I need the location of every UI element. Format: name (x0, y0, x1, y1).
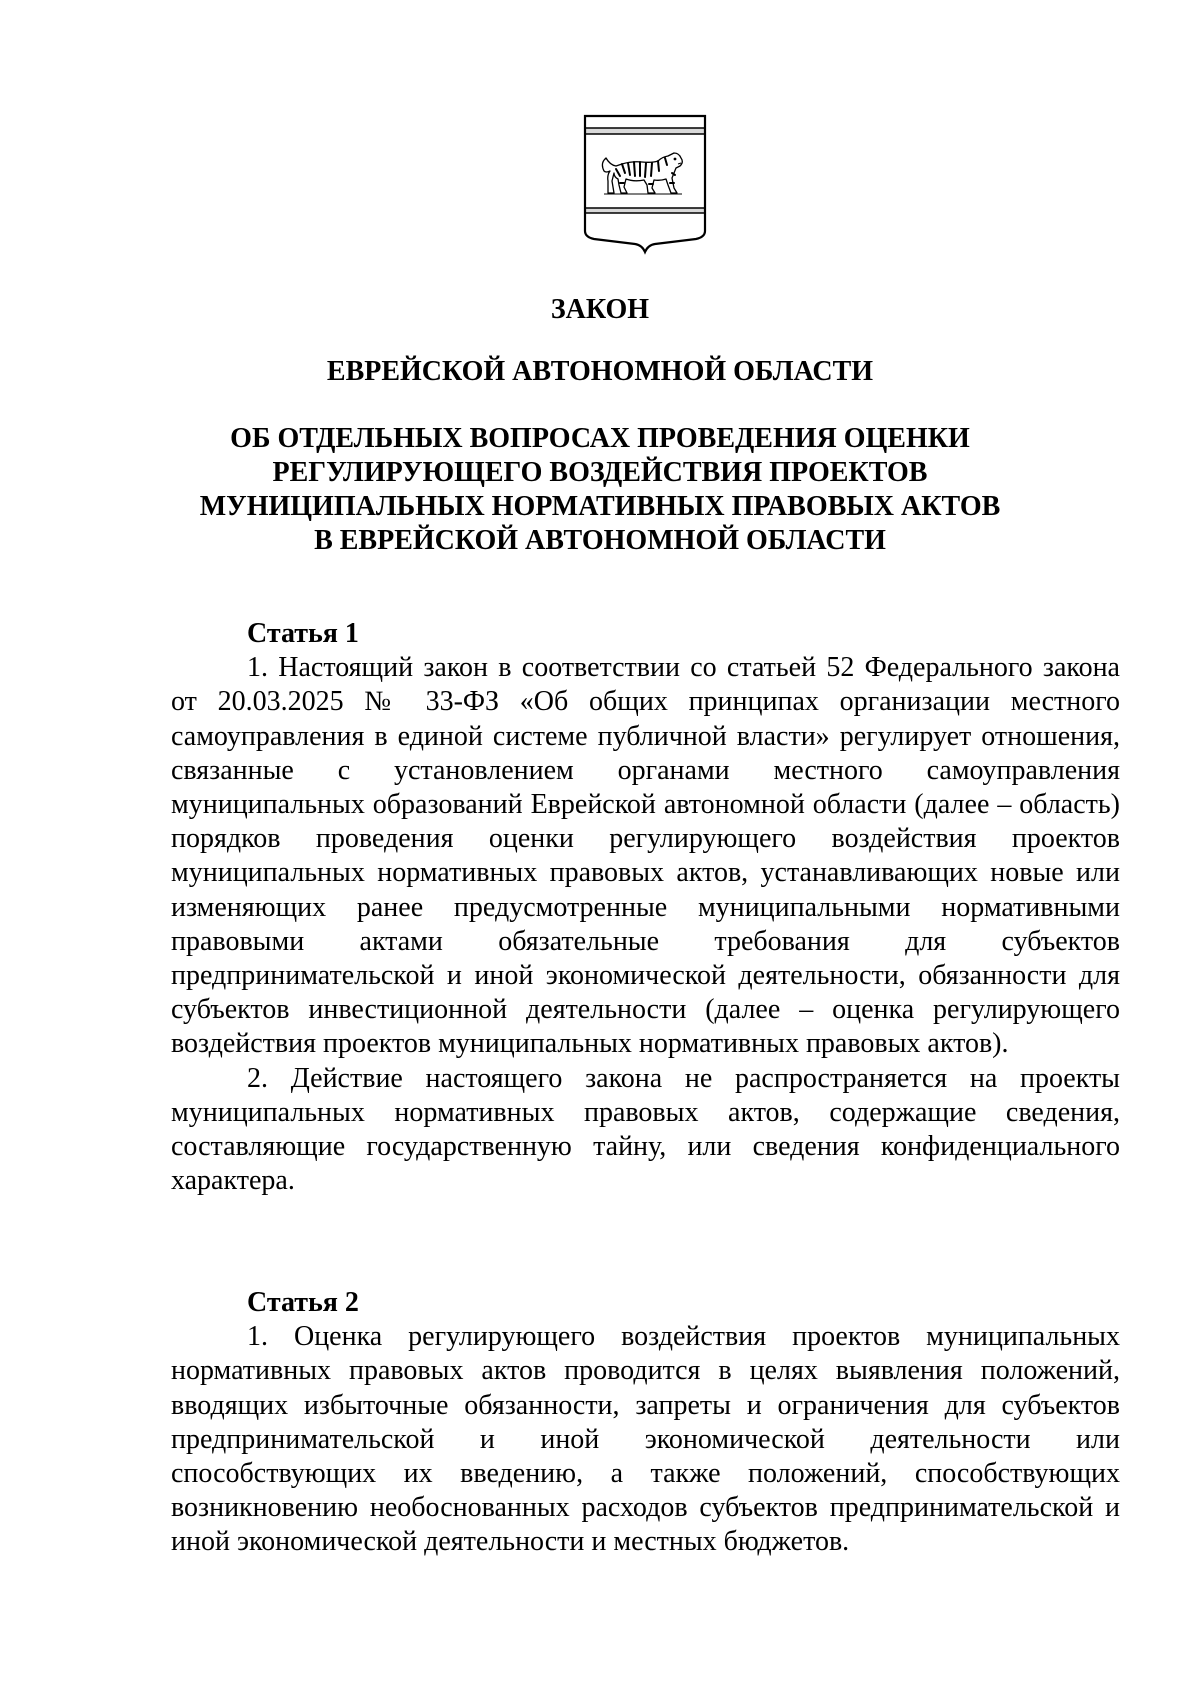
article-heading: Статья 2 (247, 1287, 359, 1318)
article-paragraph: 1. Настоящий закон в соответствии со статьей 52 Федерального закона от 20.03.2025 № 33-ФЗ «Об общих принципах организации местного самоуправления в единой системе публичной власти» регулирует отношения, связанные с установлением органами местного самоуправления муниципальных образований Еврейской автономной области (далее – область) порядков проведения оценки регулирующего воздействия проектов муниципальных нормативных правовых актов, устанавливающих новые или изменяющих ранее предусмотренные муниципальными нормативными правовыми актами обязательные требования для субъектов предпринимательской и иной экономической деятельности, обязанности для субъектов инвестиционной деятельности (далее – оценка регулирующего воздействия проектов муниципальных нормативных правовых актов). (171, 652, 1120, 1060)
law-title-line: МУНИЦИПАЛЬНЫХ НОРМАТИВНЫХ ПРАВОВЫХ АКТОВ (199, 491, 1001, 522)
law-title-line: ОБ ОТДЕЛЬНЫХ ВОПРОСАХ ПРОВЕДЕНИЯ ОЦЕНКИ (230, 423, 970, 454)
article-paragraph: 2. Действие настоящего закона не распространяется на проекты муниципальных нормативных правовых актов, содержащие сведения, составляющие государственную тайну, или сведения конфиденциального характера. (171, 1062, 1120, 1197)
law-title-line: В ЕВРЕЙСКОЙ АВТОНОМНОЙ ОБЛАСТИ (314, 525, 886, 556)
article-heading: Статья 1 (247, 618, 359, 649)
law-title (150, 422, 1050, 558)
coat-of-arms-icon (582, 113, 708, 257)
article-1 (171, 617, 1120, 1198)
document-type: ЗАКОН (550, 294, 650, 325)
region-name: ЕВРЕЙСКОЙ АВТОНОМНОЙ ОБЛАСТИ (326, 356, 874, 387)
law-title-line: РЕГУЛИРУЮЩЕГО ВОЗДЕЙСТВИЯ ПРОЕКТОВ (272, 457, 928, 488)
article-paragraph: 1. Оценка регулирующего воздействия проектов муниципальных нормативных правовых актов проводится в целях выявления положений, вводящих избыточные обязанности, запреты и ограничения для субъектов предпринимательской и иной экономической деятельности или способствующих их введению, а также положений, способствующих возникновению необоснованных расходов субъектов предпринимательской и иной экономической деятельности и местных бюджетов. (171, 1321, 1120, 1558)
article-2 (171, 1286, 1120, 1560)
